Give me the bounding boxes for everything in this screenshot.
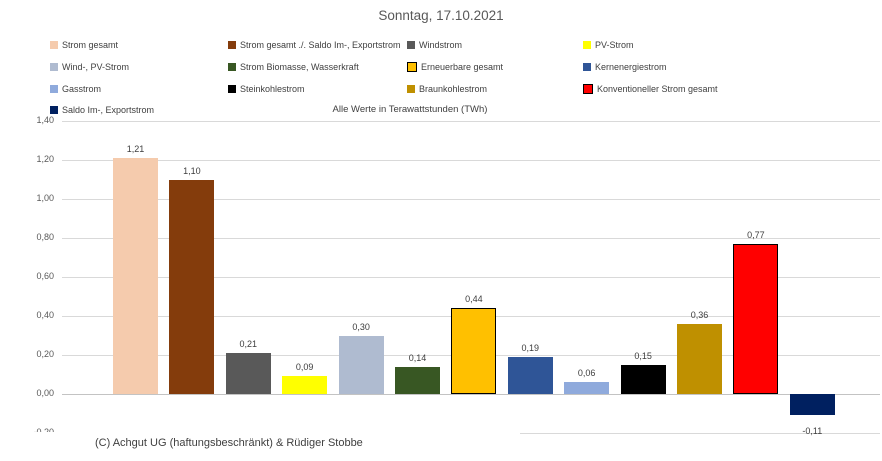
bar-value-label: 0,44 xyxy=(465,294,483,305)
bar-value-label: 0,09 xyxy=(295,362,314,373)
legend-swatch xyxy=(407,41,415,49)
gridline xyxy=(62,121,880,122)
y-axis-tick-label: 0,80 xyxy=(36,232,54,242)
chart-bar xyxy=(733,244,778,394)
y-axis-tick-label: 0,40 xyxy=(36,310,54,320)
chart-bar xyxy=(451,308,496,394)
chart-bar xyxy=(339,336,384,395)
chart-bar xyxy=(395,367,440,394)
y-axis-tick-label: 0,20 xyxy=(36,349,54,359)
legend-item xyxy=(228,62,359,72)
legend-item-label: Saldo Im-, Exportstrom xyxy=(62,105,155,115)
legend-item xyxy=(407,40,462,50)
legend-item xyxy=(407,84,487,94)
y-axis-tick-label: 1,20 xyxy=(36,154,54,164)
chart-bar xyxy=(508,357,553,394)
chart-bar xyxy=(790,394,835,415)
legend-swatch xyxy=(407,85,415,93)
legend-item xyxy=(50,62,129,72)
legend-swatch xyxy=(228,41,236,49)
legend-item-label: Kernenergiestrom xyxy=(595,62,667,72)
y-axis-tick-label: 1,40 xyxy=(36,115,54,125)
chart-title: Sonntag, 17.10.2021 xyxy=(378,8,504,23)
legend-item xyxy=(407,62,503,72)
legend-swatch xyxy=(583,41,591,49)
legend-swatch xyxy=(583,63,591,71)
legend-swatch xyxy=(228,85,236,93)
legend-item xyxy=(50,40,118,50)
chart-subtitle: Alle Werte in Terawattstunden (TWh) xyxy=(332,104,488,115)
legend-item-label: Steinkohlestrom xyxy=(240,84,305,94)
legend-item xyxy=(583,40,634,50)
chart-bar xyxy=(169,180,214,395)
bar-value-label: 0,30 xyxy=(352,321,370,332)
legend-swatch xyxy=(407,62,417,72)
bar-value-label: -0,11 xyxy=(802,426,823,437)
gridline xyxy=(62,394,880,395)
bar-value-label: 0,36 xyxy=(690,309,709,320)
legend-item-label: Strom Biomasse, Wasserkraft xyxy=(240,62,359,72)
bar-value-label: 1,21 xyxy=(126,144,145,155)
legend-swatch xyxy=(50,106,58,114)
gridline xyxy=(62,160,880,161)
bar-value-label: 0,06 xyxy=(577,368,596,379)
bar-value-label: 0,15 xyxy=(634,350,652,361)
legend-item xyxy=(583,62,667,72)
chart-bar xyxy=(621,365,666,394)
legend-item-label: Strom gesamt ./. Saldo Im-, Exportstrom xyxy=(240,40,401,50)
y-axis-tick-label: 1,00 xyxy=(36,193,54,203)
legend-item-label: Gasstrom xyxy=(62,84,102,94)
bar-value-label: 0,14 xyxy=(408,352,427,363)
chart-bar xyxy=(113,158,158,394)
legend-item xyxy=(50,105,154,115)
legend-swatch xyxy=(50,63,58,71)
legend-item-label: Erneuerbare gesamt xyxy=(421,62,504,72)
legend-item-label: Wind-, PV-Strom xyxy=(62,62,130,72)
legend-swatch xyxy=(583,84,593,94)
legend-item xyxy=(228,40,401,50)
legend-swatch xyxy=(228,63,236,71)
legend-item xyxy=(50,84,101,94)
bar-value-label: 0,21 xyxy=(239,339,258,350)
legend-item xyxy=(228,84,305,94)
legend-item-label: Windstrom xyxy=(419,40,463,50)
legend-item-label: Strom gesamt xyxy=(62,40,119,50)
bar-value-label: 0,77 xyxy=(747,229,765,240)
bar-value-label: 0,19 xyxy=(521,342,540,353)
chart-bar xyxy=(564,382,609,394)
copyright-text: (C) Achgut UG (haftungsbeschränkt) & Rüdiger Stobbe xyxy=(95,437,363,449)
chart-bar xyxy=(677,324,722,394)
y-axis-tick-label: 0,00 xyxy=(36,388,54,398)
legend-item xyxy=(583,84,718,94)
y-axis-tick-label: 0,60 xyxy=(36,271,54,281)
chart-bar xyxy=(282,376,327,394)
legend-swatch xyxy=(50,85,58,93)
legend-item-label: PV-Strom xyxy=(595,40,634,50)
bar-value-label: 1,10 xyxy=(183,165,201,176)
legend-swatch xyxy=(50,41,58,49)
legend-item-label: Braunkohlestrom xyxy=(419,84,488,94)
chart-bar xyxy=(226,353,271,394)
legend-item-label: Konventioneller Strom gesamt xyxy=(597,84,718,94)
